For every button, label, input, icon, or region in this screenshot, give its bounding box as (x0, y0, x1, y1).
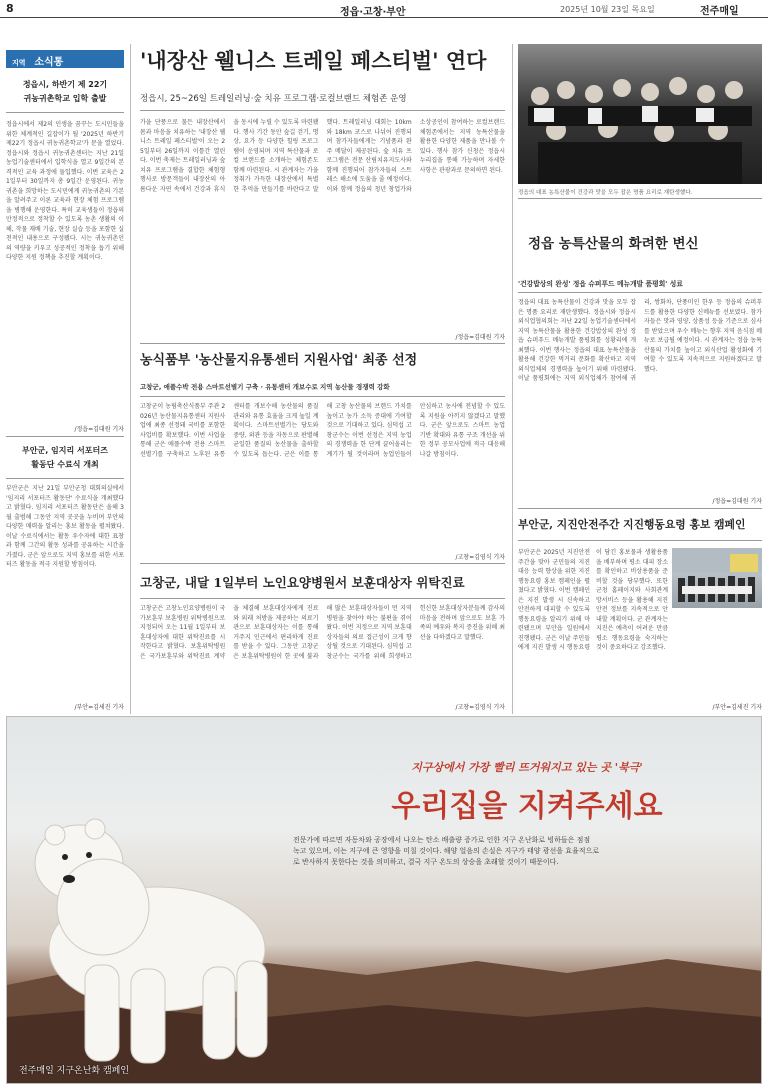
sidebar-item1-title-a: 정읍시, 하반기 제 22기 (22, 80, 108, 89)
section-title: 정읍·고창·부안 (340, 7, 406, 18)
sidebar-item2-title-a: 부안군, 임지리 서포터즈 (22, 446, 108, 455)
article2-headline: 농식품부 '농산물지유통센터 지원사업' 최종 선정 (140, 353, 418, 368)
ad-headline: 우리집을 지켜주세요 (391, 789, 663, 824)
masthead: 전주매일 (700, 6, 739, 17)
article4-body: 정읍의 대표 농특산물이 건강과 맛을 모두 잡은 명품 요리로 재탄생했다. 정읍시와 정읍시외식업협의회는 지난 22일 농업기술센터에서 지역 농특산물을 활용한 건강밥상의 완성 정읍 슈퍼푸드 메뉴개발 품평회를 성황리에 개최했다. 이번 행사는 정읍의 대표 농특산물을 활용해 건강한 먹거리 문화를 확산하고 지역 외식업체의 경쟁력을 높이기 위해 마련됐다. 이날 품평회에는 지역 외식업체가 참여해 귀리, 쌍화차, 단풍미인 한우 등 정읍의 슈퍼푸드를 활용한 다양한 신메뉴를 선보였다. 참가자들은 맛과 영양, 상품성 등을 기준으로 심사를 받았으며 우수 메뉴는 향후 지역 음식점 메뉴로 보급될 예정이다. 시 관계자는 정읍 농특산물의 가치를 높이고 외식산업 활성화에 기여할 수 있도록 지속적으로 지원하겠다고 말했다. (518, 299, 762, 382)
divider (518, 292, 762, 293)
article3-headline: 고창군, 내달 1일부터 노인요양병원서 보훈대상자 위탁진료 (140, 575, 465, 590)
article4-subhead: '건강밥상의 완성' 정읍 슈퍼푸드 메뉴개발 품평회' 성료 (518, 280, 683, 288)
ad-body-line3: 로 반사하지 못한다는 것을 의미하고, 결국 지구 온도의 상승을 초래할 것이기 때문이다. (293, 858, 559, 866)
divider (518, 508, 762, 509)
ad-footer: 전주매일 지구온난화 캠페인 (19, 1066, 130, 1076)
divider (6, 112, 124, 113)
divider (140, 396, 505, 397)
sidebar-item1-byline: /정읍=김대원 기자 (74, 426, 124, 433)
column-divider (512, 44, 513, 714)
issue-date: 2025년 10월 23일 목요일 (560, 5, 655, 14)
sidebar-item2-byline: /부안=김세진 기자 (74, 704, 124, 711)
article3-body: 고창군은 고창노인요양병원이 국가보훈부 보훈병원 위탁병원으로 지정되어 오는 11월 1일부터 보훈대상자에 대한 위탁진료를 시작한다고 밝혔다. 보훈위탁병원은 국가보훈부와 위탁진료 계약을 체결해 보훈대상자에게 진료와 외래 처방을 제공하는 의료기관으로 보훈대상자는 이를 통해 거주지 인근에서 편리하게 진료를 받을 수 있다. 그동안 고창군은 보훈위탁병원이 한 곳에 불과해 많은 보훈대상자들이 먼 지역 병원을 찾아야 하는 불편을 겪어왔다. 이번 지정으로 지역 보훈대상자들의 의료 접근성이 크게 향상될 것으로 기대된다. 심덕섭 고창군수는 국가를 위해 희생하고 헌신한 보훈대상자분들께 감사의 마음을 전하며 앞으로도 보훈 가족의 예우와 복지 증진을 위해 최선을 다하겠다고 말했다. (140, 605, 505, 660)
sidebar-label-news: 소식통 (34, 57, 64, 68)
sidebar-item2-title (6, 444, 124, 472)
ad-body-line1: 전문가에 따르면 자동차와 공장에서 나오는 탄소 배출량 증가로 인한 지구 온난화로 빙하들은 점점 (293, 836, 591, 844)
divider (6, 478, 124, 479)
divider (140, 563, 505, 564)
food-event-photo (518, 44, 762, 184)
page-number: 8 (6, 2, 14, 15)
sidebar-item1-title (6, 78, 124, 106)
divider (140, 598, 505, 599)
divider (6, 436, 124, 437)
campaign-photo (672, 548, 762, 608)
sidebar-item1-body: 정읍시에서 제2의 인생을 꿈꾸는 도시민들을 위한 체계적인 길잡이가 될 '2025년 하반기 제22기 정읍시 귀농귀촌학교'가 문을 열었다. 정읍시와 정읍시 귀농귀촌센터는 지난 21일 농업기술센터에서 입학식을 열고 9일간의 본격적인 교육 과정에 돌입했다. 이번 교육은 21일부터 30일까지 총 9일간 운영된다. 귀농귀촌을 희망하는 도시민에게 귀농귀촌의 기본을 알려주고 이론 교육과 현장 체험 프로그램을 병행해 운영한다. 특히 교육생들이 정읍의 안정적으로 정착할 수 있도록 농촌 생활의 이해, 작물 재배 기술, 현장 실습 등을 포함한 실천적인 내용으로 구성됐다. 시는 귀농귀촌인의 역량을 키우고 성공적인 정착을 돕기 위해 다양한 지원 정책을 추진할 계획이다. (6, 121, 124, 261)
article1-subhead: 정읍시, 25~26일 트레일러닝·숲 치유 프로그램·로컬브랜드 체험존 운영 (140, 94, 407, 104)
photo-caption: 정읍의 대표 농특산물이 건강과 맛을 모두 잡은 명품 요리로 재탄생했다. (518, 190, 693, 196)
article4-headline: 정읍 농특산물의 화려한 변신 (528, 236, 699, 252)
climate-ad (6, 716, 762, 1084)
campaign-people-photo-art (672, 548, 762, 608)
article5-headline: 부안군, 지진안전주간 지진행동요령 홍보 캠페인 (518, 518, 746, 531)
sidebar-label-region: 지역 (12, 59, 26, 67)
article2-subhead: 고창군, 애플수박 전용 스마트선별기 구축 · 유통센터 개보수로 지역 농산물 경쟁력 강화 (140, 383, 390, 391)
sidebar-item2-title-b: 활동단 수료식 개최 (31, 460, 99, 469)
article2-byline: /고창=김영식 기자 (455, 554, 505, 561)
article2-body: 고창군이 농림축산식품부 주관 2026년 농산물지유통센터 지원사업에 최종 선정돼 국비를 포함한 사업비를 확보했다. 이번 사업을 통해 군은 애플수박 전용 스마트선별기를 구축하고 노후된 유통센터를 개보수해 농산물의 품질 관리와 유통 효율을 크게 높일 계획이다. 스마트선별기는 당도와 중량, 외관 등을 자동으로 판별해 균일한 품질의 농산물을 출하할 수 있도록 돕는다. 군은 이를 통해 고창 농산물의 브랜드 가치를 높이고 농가 소득 증대에 기여할 것으로 기대하고 있다. 심덕섭 고창군수는 이번 선정은 지역 농업의 경쟁력을 한 단계 끌어올리는 계기가 될 것이라며 농업인들이 안심하고 농사에 전념할 수 있도록 지원을 아끼지 않겠다고 말했다. 군은 앞으로도 스마트 농업 기반 확대와 유통 구조 개선을 위한 정부 공모사업에 적극 대응해 나갈 방침이다. (140, 403, 505, 458)
article1-byline: /정읍=김대원 기자 (455, 334, 505, 341)
sidebar-label (6, 50, 124, 68)
article5-body-left (518, 548, 668, 708)
article4-byline: /정읍=김대원 기자 (712, 498, 762, 505)
article1-body: 가을 단풍으로 물든 내장산에서 몸과 마음을 치유하는 '내장산 웰니스 트레일 페스티벌'이 오는 25일부터 26일까지 이틀간 열린다. 이번 축제는 트레일러닝과 숲 치유 프로그램을 결합한 체험형 행사로 방문객들이 내장산의 아름다운 자연 속에서 건강과 휴식을 동시에 누릴 수 있도록 마련됐다. 행사 기간 동안 숲길 걷기, 명상, 요가 등 다양한 힐링 프로그램이 운영되며 지역 특산물과 로컬 브랜드를 소개하는 체험존도 함께 마련된다. 시 관계자는 가을 정취가 가득한 내장산에서 특별한 추억을 만들기를 바란다고 말했다. 트레일러닝 대회는 10km와 18km 코스로 나뉘어 진행되며 참가자들에게는 기념품과 완주 메달이 제공된다. 숲 치유 프로그램은 전문 산림치유지도사와 함께 진행되어 참가자들의 스트레스 해소에 도움을 줄 예정이다. 이와 함께 정읍의 청년 창업가와 소상공인이 참여하는 로컬브랜드 체험존에서는 지역 농특산물을 활용한 다양한 제품을 만나볼 수 있다. 행사 참가 신청은 정읍시 누리집을 통해 가능하며 자세한 사항은 관광과로 문의하면 된다. (140, 119, 505, 193)
article5-byline: /부안=김세진 기자 (712, 704, 762, 711)
sidebar-item2-body: 부안군은 지난 21일 부안군청 대회의실에서 '임지리 서포터즈 활동단' 수료식을 개최했다고 밝혔다. 임지리 서포터즈 활동단은 올해 3월 출범해 그동안 지역 곳곳을 누비며 부안의 다양한 매력을 알리는 홍보 활동을 펼쳐왔다. 이날 수료식에서는 활동 우수자에 대한 표창과 함께 그간의 활동 성과를 공유하는 시간을 가졌다. 군은 앞으로도 지역 홍보를 위한 서포터즈 활동을 적극 지원할 방침이다. (6, 485, 124, 568)
sidebar-item1-title-b: 귀농귀촌학교 입학 출발 (23, 94, 107, 103)
ad-body-line2: 녹고 있으며, 이는 지구에 큰 영향을 미칠 것이다. 해양 얼음의 손실은 지구가 태양 광선을 효율적으로 (293, 847, 600, 855)
article3-byline: /고창=김영식 기자 (455, 704, 505, 711)
people-group-photo-art (518, 44, 762, 184)
article1-headline: '내장산 웰니스 트레일 페스티벌' 연다 (140, 48, 487, 73)
divider (140, 343, 505, 344)
article5-body: 부안군은 2025년 지진안전주간을 맞아 군민들의 지진 대응 능력 향상을 위한 지진 행동요령 홍보 캠페인을 펼쳤다고 밝혔다. 이번 캠페인은 지진 발생 시 신속하고 안전하게 대피할 수 있도록 행동요령을 알리기 위해 마련됐으며 부안읍 일원에서 진행됐다. 군은 이날 주민들에게 지진 발생 시 행동요령이 담긴 홍보물과 생활용품을 배부하며 평소 대피 장소를 확인하고 비상용품을 준비할 것을 당부했다. 또한 군청 홈페이지와 사회관계망서비스 등을 활용해 지진 안전 정보를 지속적으로 안내할 계획이다. 군 관계자는 지진은 예측이 어려운 만큼 평소 행동요령을 숙지하는 것이 중요하다고 강조했다. (518, 549, 668, 651)
column-divider (130, 44, 131, 714)
divider (518, 198, 762, 199)
ad-body (293, 835, 755, 868)
divider (518, 540, 762, 541)
ad-tagline: 지구상에서 가장 빨리 뜨거워지고 있는 곳 '북극' (411, 761, 643, 774)
divider (140, 110, 505, 111)
